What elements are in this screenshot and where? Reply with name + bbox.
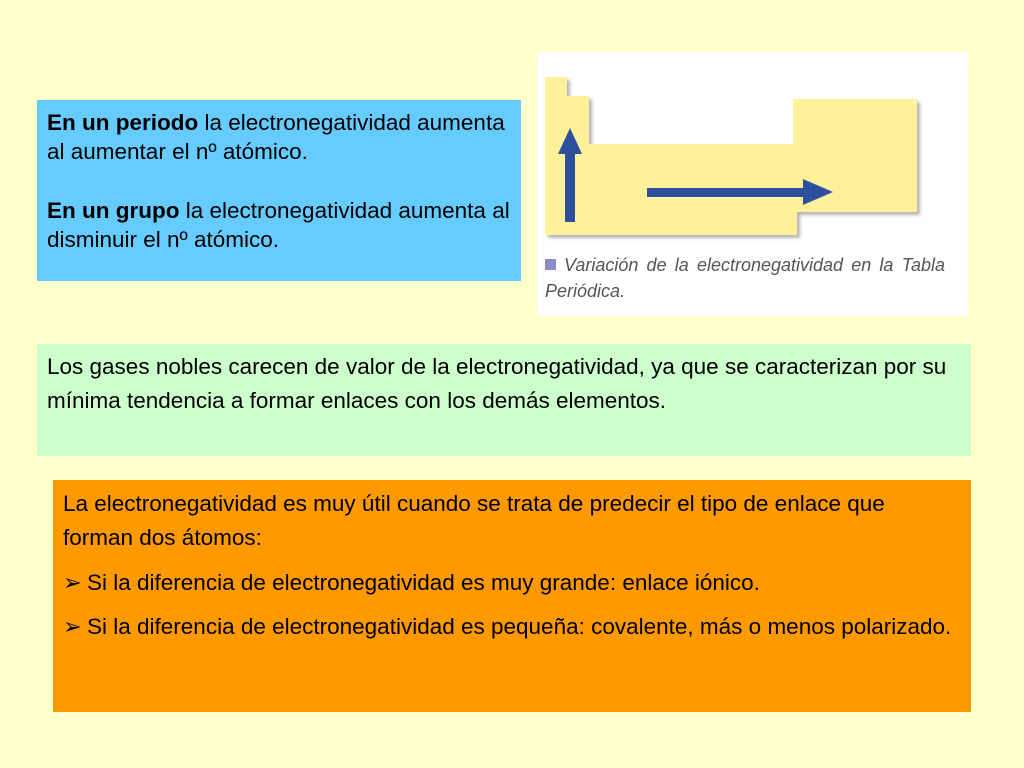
periodo-paragraph	[47, 108, 511, 167]
periodo-text: la electronegatividad aumenta al aumentar el nº atómico.	[47, 110, 505, 165]
periodic-table-figure	[537, 52, 968, 316]
list-item-ionico	[63, 566, 961, 600]
grupo-paragraph	[47, 196, 511, 255]
gases-nobles-box	[37, 344, 971, 456]
enlace-box	[53, 480, 971, 712]
list-item-text: Si la diferencia de electronegatividad es pequeña: covalente, más o menos polarizado.	[87, 614, 952, 640]
periodic-table-diagram	[537, 52, 968, 252]
list-item-text: Si la diferencia de electronegatividad es muy grande: enlace iónico.	[87, 569, 760, 595]
grupo-bold: En un grupo	[47, 197, 180, 223]
enlace-intro: La electronegatividad es muy útil cuando se trata de predecir el tipo de enlace que forman dos átomos:	[63, 491, 885, 550]
list-item-covalente	[63, 610, 961, 644]
gases-nobles-text: Los gases nobles carecen de valor de la electronegatividad, ya que se caracterizan por su mínima tendencia a formar enlaces con los demás elementos.	[47, 354, 947, 413]
grupo-text: la electronegatividad aumenta al disminuir el nº atómico.	[47, 197, 510, 252]
caption-bullet-icon	[545, 259, 556, 270]
figure-caption	[545, 252, 945, 304]
periodo-grupo-box	[37, 100, 521, 281]
periodo-bold: En un periodo	[47, 110, 199, 135]
periodic-table-shape	[545, 77, 917, 235]
caption-text: Variación de la electronegatividad en la Tabla Periódica.	[545, 255, 945, 302]
arrow-bullet-icon: ➢	[63, 569, 82, 595]
arrow-bullet-icon: ➢	[63, 614, 82, 640]
